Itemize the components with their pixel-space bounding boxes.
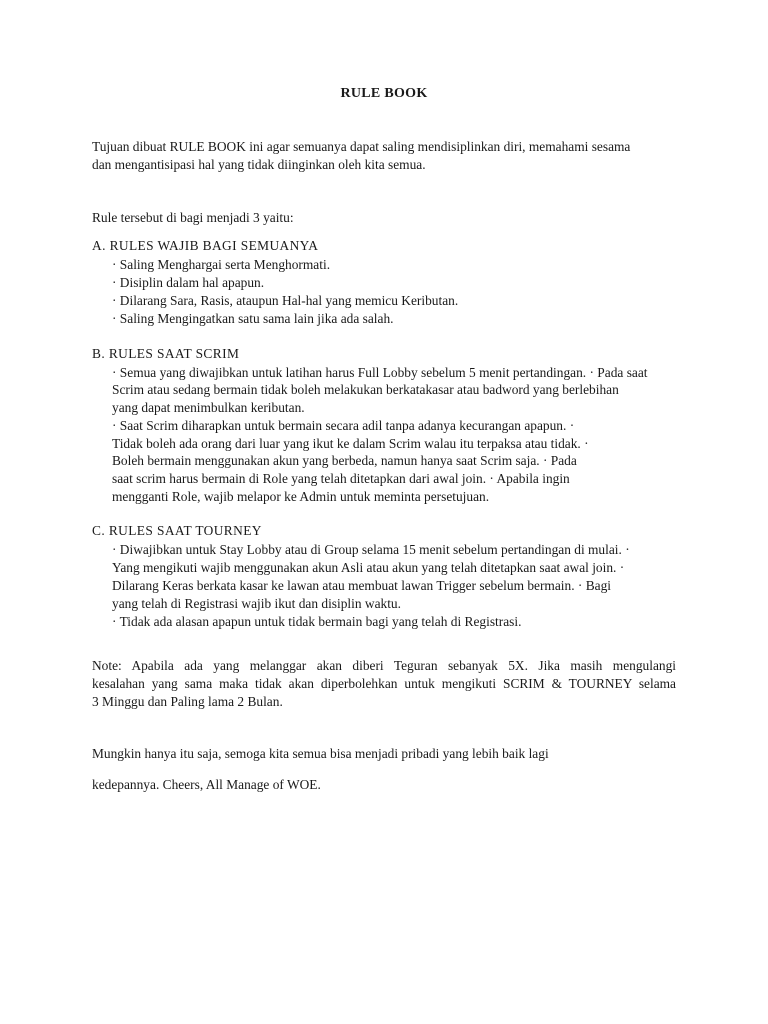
document-title: RULE BOOK bbox=[340, 86, 428, 101]
section-b-heading: B. RULES SAAT SCRIM bbox=[92, 346, 240, 361]
section-a-line-4: · Saling Mengingatkan satu sama lain jika ada salah. bbox=[112, 311, 394, 326]
section-c-line-4: yang telah di Registrasi wajib ikut dan disiplin waktu. bbox=[112, 596, 401, 611]
section-c-line-5: · Tidak ada alasan apapun untuk tidak bermain bagi yang telah di Registrasi. bbox=[112, 614, 522, 629]
section-a-line-3: · Dilarang Sara, Rasis, ataupun Hal-hal yang memicu Keributan. bbox=[112, 293, 459, 308]
section-b-line-3: yang dapat menimbulkan keributan. bbox=[112, 400, 305, 415]
section-a-line-1: · Saling Menghargai serta Menghormati. bbox=[112, 257, 331, 272]
section-b-line-7: saat scrim harus bermain di Role yang telah ditetapkan dari awal join. · Apabila ingin bbox=[112, 471, 570, 486]
section-c-line-3: Dilarang Keras berkata kasar ke lawan atau membuat lawan Trigger sebelum bermain. · Bagi bbox=[112, 578, 611, 593]
section-c-line-1: · Diwajibkan untuk Stay Lobby atau di Group selama 15 menit sebelum pertandingan di mulai. · bbox=[112, 542, 630, 557]
closing-line-2: kedepannya. Cheers, All Manage of WOE. bbox=[92, 777, 321, 792]
intro-line-2: dan mengantisipasi hal yang tidak diinginkan oleh kita semua. bbox=[92, 157, 426, 172]
note-line-2: kesalahan yang sama maka tidak akan diperbolehkan untuk mengikuti SCRIM & TOURNEY selama bbox=[92, 676, 676, 691]
division-intro: Rule tersebut di bagi menjadi 3 yaitu: bbox=[92, 210, 294, 225]
note-line-3: 3 Minggu dan Paling lama 2 Bulan. bbox=[92, 694, 283, 709]
section-c-heading: C. RULES SAAT TOURNEY bbox=[92, 523, 262, 538]
section-b-line-5: Tidak boleh ada orang dari luar yang ikut ke dalam Scrim walau itu terpaksa atau tidak. · bbox=[112, 436, 589, 451]
section-a-heading: A. RULES WAJIB BAGI SEMUANYA bbox=[92, 238, 319, 253]
section-b-line-6: Boleh bermain menggunakan akun yang berbeda, namun hanya saat Scrim saja. · Pada bbox=[112, 453, 577, 468]
closing-line-1: Mungkin hanya itu saja, semoga kita semua bisa menjadi pribadi yang lebih baik lagi bbox=[92, 746, 549, 761]
section-b-line-1: · Semua yang diwajibkan untuk latihan harus Full Lobby sebelum 5 menit pertandingan. · Pada saat bbox=[112, 365, 648, 380]
note-line-1: Note: Apabila ada yang melanggar akan diberi Teguran sebanyak 5X. Jika masih mengulangi bbox=[92, 658, 676, 673]
section-b-line-2: Scrim atau sedang bermain tidak boleh melakukan berkatakasar atau badword yang berlebihan bbox=[112, 382, 619, 397]
section-b-line-8: mengganti Role, wajib melapor ke Admin untuk meminta persetujuan. bbox=[112, 489, 490, 504]
section-b-line-4: · Saat Scrim diharapkan untuk bermain secara adil tanpa adanya kecurangan apapun. · bbox=[112, 418, 575, 433]
intro-line-1: Tujuan dibuat RULE BOOK ini agar semuanya dapat saling mendisiplinkan diri, memahami sesama bbox=[92, 139, 631, 154]
section-c-line-2: Yang mengikuti wajib menggunakan akun Asli atau akun yang telah ditetapkan saat awal join. · bbox=[112, 560, 625, 575]
section-a-line-2: · Disiplin dalam hal apapun. bbox=[112, 275, 265, 290]
